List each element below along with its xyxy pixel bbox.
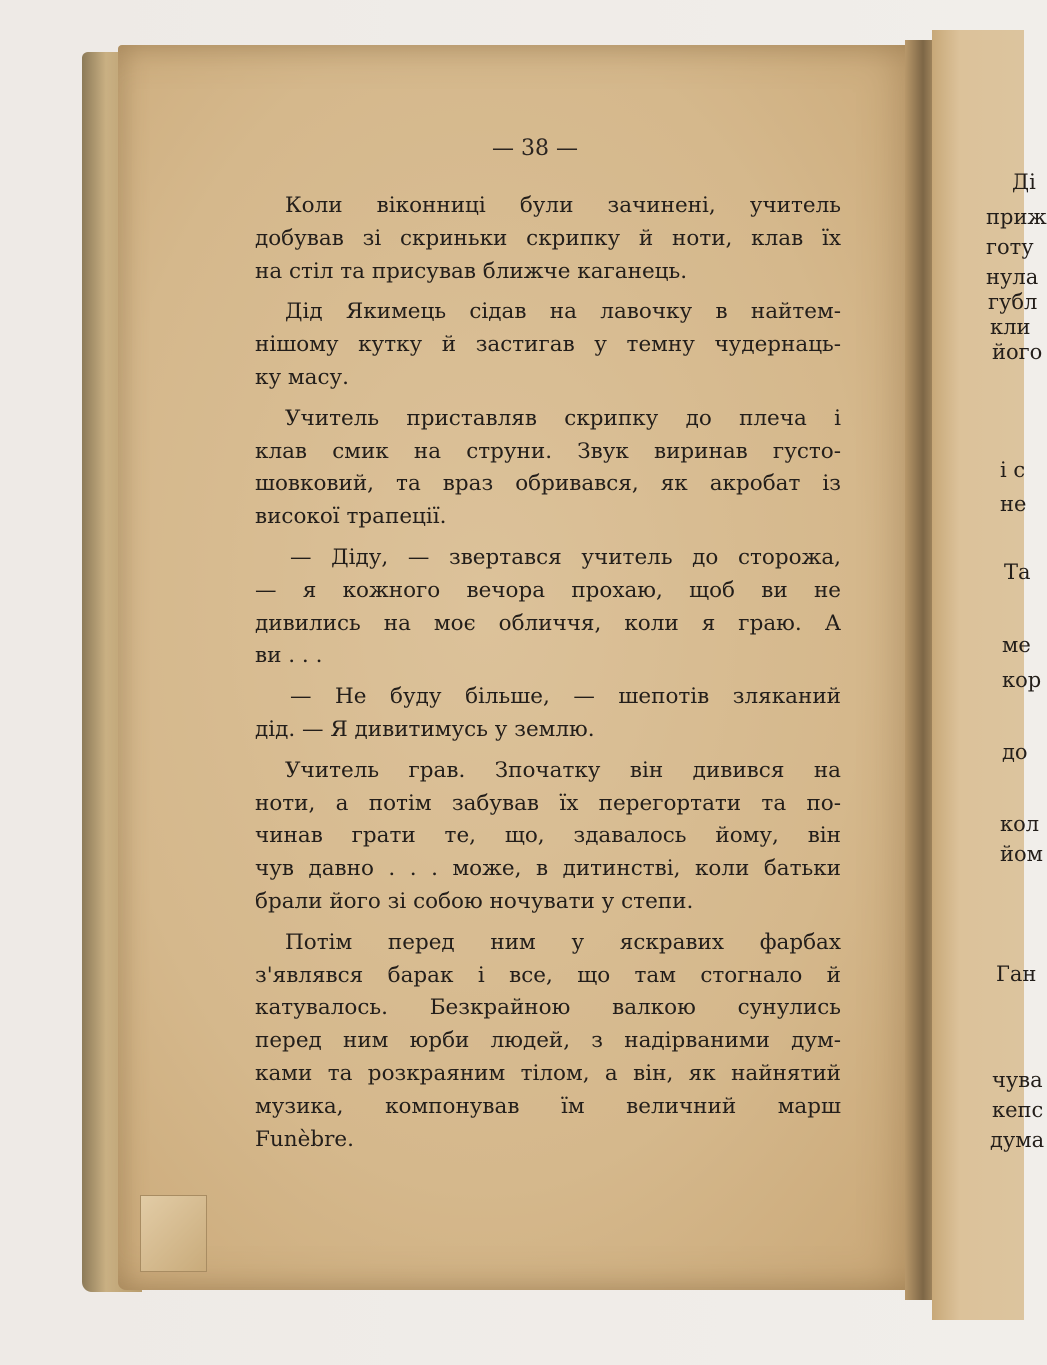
text-line: клав смик на струни. Звук виринав густо- xyxy=(255,438,841,464)
right-page-text-fragment: дума xyxy=(990,1128,1045,1152)
right-page-text-fragment: нула xyxy=(986,265,1039,289)
right-page-text-fragment: йом xyxy=(1000,842,1043,866)
page-number-header: — 38 — xyxy=(492,136,578,161)
book-gutter xyxy=(905,40,935,1300)
text-line: нішому кутку й застигав у темну чудернаць- xyxy=(255,332,841,358)
right-page-text-fragment: Та xyxy=(1004,560,1031,584)
text-line: музика, компонував їм величний марш xyxy=(255,1093,841,1119)
paragraph-gap xyxy=(255,288,841,296)
text-line: Коли віконниці були зачинені, учитель xyxy=(285,193,841,218)
paragraph-gap xyxy=(255,747,841,755)
right-page-text-fragment: готу xyxy=(986,235,1034,259)
right-page-text-fragment: ме xyxy=(1002,633,1031,657)
text-line: шовковий, та враз обривався, як акробат із xyxy=(255,471,841,497)
right-page-text-fragment: Ган xyxy=(996,962,1037,986)
text-line: ками та розкраяним тілом, а він, як найнятий xyxy=(255,1060,841,1086)
text-line: на стіл та присував ближче каганець. xyxy=(255,258,688,284)
paragraph-gap xyxy=(255,673,841,681)
right-page-text-fragment: до xyxy=(1002,740,1028,764)
right-page-text-fragment: чува xyxy=(992,1068,1043,1092)
right-page-text-fragment: кор xyxy=(1002,668,1042,692)
text-line: дивились на моє обличчя, коли я граю. А xyxy=(255,610,841,636)
right-page-text-fragment: приж xyxy=(986,205,1047,229)
text-line: Потім перед ним у яскравих фарбах xyxy=(285,929,841,955)
right-page-text-fragment: не xyxy=(1000,492,1027,516)
text-line: чинав грати те, що, здавалось йому, він xyxy=(255,823,841,849)
right-page-text-fragment: Ді xyxy=(1012,170,1036,194)
text-line: чув давно . . . може, в дитинстві, коли батьки xyxy=(255,856,841,882)
text-line: добував зі скриньки скрипку й ноти, клав їх xyxy=(255,225,841,251)
text-line: дід. — Я дивитимусь у землю. xyxy=(255,716,595,742)
right-page-text-fragment: кепс xyxy=(992,1098,1044,1122)
paragraph-gap xyxy=(255,919,841,927)
text-line: — Не буду більше, — шепотів зляканий xyxy=(290,684,841,710)
right-page-text-fragment: губл xyxy=(988,290,1038,314)
text-line: брали його зі собою ночувати у степи. xyxy=(255,888,694,914)
text-line: Funèbre. xyxy=(255,1126,354,1152)
text-line: ноти, а потім забував їх перегортати та по- xyxy=(255,790,841,816)
right-page-text-fragment: кол xyxy=(1000,812,1040,836)
text-line: ку масу. xyxy=(255,364,349,390)
folded-corner xyxy=(140,1195,207,1272)
text-line: високої трапеції. xyxy=(255,504,447,530)
right-page-text-fragment: кли xyxy=(990,315,1031,339)
text-line: перед ним юрби людей, з надірваними дум- xyxy=(255,1028,841,1054)
right-page-text-fragment: і с xyxy=(1000,458,1026,482)
text-line: Учитель грав. Зпочатку він дивився на xyxy=(285,757,841,783)
text-line: ви . . . xyxy=(255,643,323,669)
text-line: — я кожного вечора прохаю, щоб ви не xyxy=(255,577,841,603)
text-line: Дід Якимець сідав на лавочку в найтем- xyxy=(285,299,841,325)
text-line: катувалось. Безкрайною валкою сунулись xyxy=(255,995,841,1021)
text-line: Учитель приставляв скрипку до плеча і xyxy=(285,405,841,431)
right-page-text-fragment: його xyxy=(992,340,1043,364)
paragraph-gap xyxy=(255,395,841,403)
paragraph-gap xyxy=(255,534,841,542)
text-line: — Діду, — звертався учитель до сторожа, xyxy=(290,544,841,570)
body-text xyxy=(255,190,841,1156)
text-line: з'являвся барак і все, що там стогнало й xyxy=(255,962,841,988)
